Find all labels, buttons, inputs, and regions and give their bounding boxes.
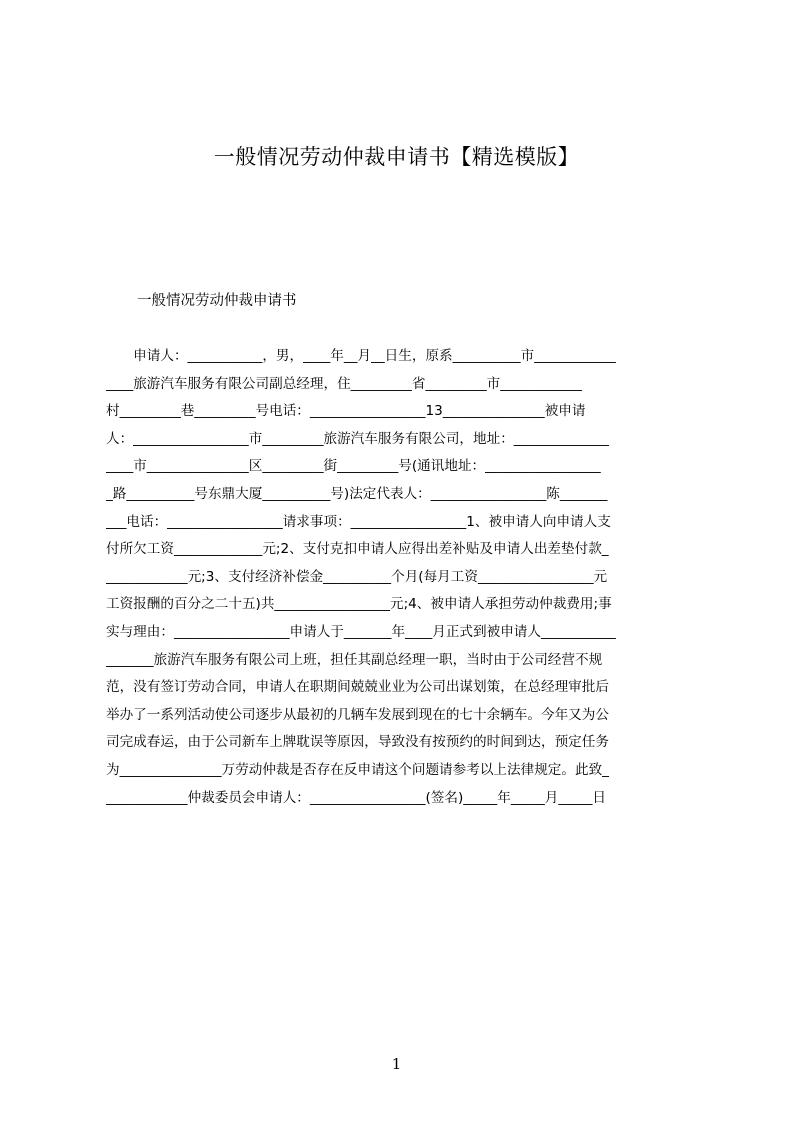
body-line: ____市_______________区_________街_________号(通讯地址：_________________ (106, 458, 601, 475)
body-line: 村_________巷_________号电话：_________________13_______________被申请 (106, 403, 586, 420)
page-title: 一般情况劳动仲裁申请书【精选模版】 (213, 145, 580, 169)
page-number: 1 (391, 1055, 402, 1073)
body-line: 工资报酬的百分之二十五)共_________________元;4、被申请人承担劳动仲裁费用;事 (106, 596, 612, 613)
body-line: 付所欠工资_____________元;2、支付克扣申请人应得出差补贴及申请人出差垫付款_ (106, 541, 609, 558)
body-line: 举办了一系列活动使公司逐步从最初的几辆车发展到现在的七十余辆车。今年又为公 (106, 706, 609, 723)
application-body (106, 343, 700, 812)
body-line: 人：_________________市_________旅游汽车服务有限公司，地址：______________ (106, 430, 609, 447)
body-line: 实与理由：_________________申请人于_______年____月正式到被申请人___________ (106, 623, 616, 640)
body-line: ____________元;3、支付经济补偿金__________个月(每月工资_________________元 (106, 568, 608, 585)
body-line: ____________仲裁委员会申请人：_________________(签名)_____年_____月_____日 (106, 789, 606, 806)
body-line: 司完成春运，由于公司新车上牌耽误等原因，导致没有按预约的时间到达，预定任务 (106, 734, 609, 751)
body-line: ___电话：_________________请求事项：_________________1、被申请人向申请人支 (106, 513, 611, 530)
body-line: 范，没有签订劳动合同，申请人在职期间兢兢业业为公司出谋划策，在总经理审批后 (106, 679, 609, 696)
body-line: _路__________号东鼎大厦__________号)法定代表人：_________________陈_______ (106, 485, 608, 502)
body-line: _______旅游汽车服务有限公司上班，担任其副总经理一职，当时由于公司经营不规 (106, 651, 603, 668)
body-line: 为_______________万劳动仲裁是否存在反申请这个问题请参考以上法律规定。此致_ (106, 761, 609, 778)
body-line: ____旅游汽车服务有限公司副总经理，住_________省_________市____________ (106, 375, 582, 392)
body-line: 申请人：___________，男，____年__月__日生，原系__________市____________ (106, 348, 616, 364)
document-subtitle: 一般情况劳动仲裁申请书 (137, 293, 297, 309)
